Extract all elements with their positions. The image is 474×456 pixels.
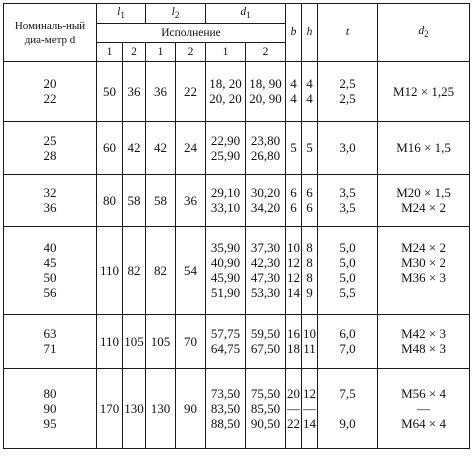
cell-line: 23,80 (250, 132, 281, 148)
table-row (4, 368, 470, 448)
variant-2: 2 (123, 43, 146, 62)
cell-line: 85,50 (250, 400, 281, 416)
cell-l2-1: 42 (146, 121, 176, 175)
cell-d1-1 (206, 121, 246, 175)
cell-h (302, 226, 318, 315)
cell-t (318, 62, 378, 122)
cell-line: M64 × 4 (401, 415, 446, 431)
l2-header: $l_2$ (146, 4, 206, 24)
cell-d (4, 368, 97, 448)
cell-line: 4 (290, 76, 297, 92)
cell-line: 5 (306, 140, 313, 156)
cell-b (286, 226, 302, 315)
cell-b (286, 368, 302, 448)
cell-line: M30 × 2 (401, 255, 446, 271)
cell-line: 73,50 (210, 385, 241, 401)
cell-l1-1: 110 (97, 226, 123, 315)
cell-l1-1: 80 (97, 175, 123, 226)
cell-line: 33,10 (210, 200, 241, 216)
cell-line: 50 (43, 270, 57, 286)
cell-line: 12 (303, 385, 317, 401)
cell-line: 53,30 (250, 285, 281, 301)
cell-d (4, 226, 97, 315)
cell-line: 37,30 (250, 240, 281, 256)
cell-line: 45 (43, 255, 57, 271)
cell-line: 4 (306, 76, 313, 92)
cell-line: 9,0 (339, 415, 356, 431)
cell-l2-2: 70 (176, 315, 206, 369)
cell-line: 20 (43, 76, 57, 92)
cell-l1-2: 82 (123, 226, 146, 315)
l1-header: $l_1$ (97, 4, 146, 24)
cell-l1-2: 42 (123, 121, 146, 175)
variant-4: 2 (176, 43, 206, 62)
cell-l1-1: 50 (97, 62, 123, 122)
cell-line: 6,0 (339, 326, 356, 342)
cell-h (302, 368, 318, 448)
cell-d1-2 (246, 368, 286, 448)
cell-d1-2 (246, 175, 286, 226)
cell-line: 63 (43, 326, 57, 342)
d1-header: $d_1$ (206, 4, 286, 24)
cell-line: 5,0 (339, 240, 356, 256)
cell-line: 40,90 (210, 255, 241, 271)
cell-l2-2: 22 (176, 62, 206, 122)
cell-line: 18, 20 (209, 76, 242, 92)
cell-h (302, 315, 318, 369)
cell-d2 (378, 368, 470, 448)
cell-line: 29,10 (210, 185, 241, 201)
cell-l1-1: 170 (97, 368, 123, 448)
table-row (4, 226, 470, 315)
cell-line: 8 (306, 240, 313, 256)
cell-line: 90 (43, 400, 57, 416)
cell-b (286, 121, 302, 175)
cell-h (302, 62, 318, 122)
cell-line: 64,75 (210, 341, 241, 357)
cell-d1-1 (206, 175, 246, 226)
cell-l2-1: 36 (146, 62, 176, 122)
cell-l1-2: 58 (123, 175, 146, 226)
cell-line: 47,30 (250, 270, 281, 286)
variant-5: 1 (206, 43, 246, 62)
cell-line: M42 × 3 (401, 326, 446, 342)
t-header: t (318, 4, 378, 62)
cell-d (4, 62, 97, 122)
cell-d (4, 175, 97, 226)
cell-line: 40 (43, 240, 57, 256)
cell-line: 18 (287, 341, 301, 357)
cell-line: 22 (287, 415, 301, 431)
cell-l1-1: 110 (97, 315, 123, 369)
nominal-diameter-header: Номиналь-ный диа-метр d (4, 4, 97, 62)
cell-line: 7,5 (339, 385, 356, 401)
cell-t (318, 226, 378, 315)
cell-line: 83,50 (210, 400, 241, 416)
cell-b (286, 62, 302, 122)
cell-line: 25,90 (210, 147, 241, 163)
cell-line: 10 (287, 240, 301, 256)
cell-line: 4 (306, 91, 313, 107)
cell-line: 7,0 (339, 341, 356, 357)
cell-line: 16 (287, 326, 301, 342)
cell-line: 20 (287, 385, 301, 401)
cell-line: M24 × 2 (401, 200, 446, 216)
cell-line: 12 (287, 270, 301, 286)
cell-line: 59,50 (250, 326, 281, 342)
cell-l2-1: 130 (146, 368, 176, 448)
cell-line: 95 (43, 415, 57, 431)
cell-d1-1 (206, 368, 246, 448)
cell-t (318, 175, 378, 226)
cell-line: 88,50 (210, 415, 241, 431)
cell-line: 8 (306, 270, 313, 286)
cell-line: 5,5 (339, 285, 356, 301)
h-header: h (302, 4, 318, 62)
cell-l1-2: 36 (123, 62, 146, 122)
cell-line: 3,5 (339, 200, 356, 216)
cell-line: 6 (290, 200, 297, 216)
cell-line (318, 401, 377, 416)
cell-d2 (378, 121, 470, 175)
cell-line: M36 × 3 (401, 270, 446, 286)
b-header: b (286, 4, 302, 62)
cell-d1-2 (246, 315, 286, 369)
cell-line: M48 × 3 (401, 341, 446, 357)
cell-line: 75,50 (250, 385, 281, 401)
cell-line: 56 (43, 285, 57, 301)
cell-line: 71 (43, 341, 57, 357)
cell-line: 6 (290, 185, 297, 201)
cell-line: 36 (43, 200, 57, 216)
cell-d2 (378, 175, 470, 226)
cell-line: 14 (287, 285, 301, 301)
cell-line: M16 × 1,5 (396, 140, 451, 156)
cell-line: 80 (43, 385, 57, 401)
cell-line: — (287, 400, 301, 416)
cell-line: 32 (43, 185, 57, 201)
cell-t (318, 368, 378, 448)
cell-line (378, 285, 469, 300)
cell-line: 14 (303, 415, 317, 431)
cell-line: 22,90 (210, 132, 241, 148)
cell-b (286, 315, 302, 369)
cell-line: 6 (306, 185, 313, 201)
cell-line: 34,20 (250, 200, 281, 216)
cell-line: 3,5 (339, 185, 356, 201)
cell-t (318, 121, 378, 175)
cell-line: 3,0 (339, 140, 356, 156)
cell-line: 57,75 (210, 326, 241, 342)
cell-b (286, 175, 302, 226)
cell-h (302, 175, 318, 226)
cell-d1-1 (206, 315, 246, 369)
cell-line: 45,90 (210, 270, 241, 286)
cell-line: 35,90 (210, 240, 241, 256)
cell-l1-2: 130 (123, 368, 146, 448)
cell-line: 11 (303, 341, 316, 357)
cell-line: 30,20 (250, 185, 281, 201)
cell-line: 18, 90 (249, 76, 282, 92)
table-row (4, 315, 470, 369)
cell-l1-1: 60 (97, 121, 123, 175)
table-row (4, 121, 470, 175)
cell-line: 2,5 (339, 76, 356, 92)
table-row (4, 62, 470, 122)
cell-line: 20, 90 (249, 91, 282, 107)
cell-line: M20 × 1,5 (396, 185, 451, 201)
cell-line: 4 (290, 91, 297, 107)
cell-l2-2: 90 (176, 368, 206, 448)
cell-line: 28 (43, 147, 57, 163)
cell-line: 8 (306, 255, 313, 271)
cell-line: 5 (290, 140, 297, 156)
cell-line: 20, 20 (209, 91, 242, 107)
cell-line: 6 (306, 200, 313, 216)
cell-line: 22 (43, 91, 57, 107)
cell-line: M56 × 4 (401, 385, 446, 401)
variant-6: 2 (246, 43, 286, 62)
cell-line: 12 (287, 255, 301, 271)
cell-d (4, 121, 97, 175)
cell-line: 10 (303, 326, 317, 342)
cell-d1-1 (206, 62, 246, 122)
cell-line: 67,50 (250, 341, 281, 357)
variant-1: 1 (97, 43, 123, 62)
variant-3: 1 (146, 43, 176, 62)
cell-t (318, 315, 378, 369)
cell-d2 (378, 226, 470, 315)
cell-l2-1: 58 (146, 175, 176, 226)
cell-line: — (417, 400, 431, 416)
cell-l2-1: 105 (146, 315, 176, 369)
dimensions-table (3, 3, 470, 449)
cell-d2 (378, 315, 470, 369)
cell-line: M24 × 2 (401, 240, 446, 256)
cell-line: 5,0 (339, 270, 356, 286)
cell-d1-2 (246, 62, 286, 122)
cell-l2-2: 36 (176, 175, 206, 226)
cell-d2 (378, 62, 470, 122)
cell-l2-2: 54 (176, 226, 206, 315)
cell-line: 90,50 (250, 415, 281, 431)
cell-line: 2,5 (339, 91, 356, 107)
cell-line: — (303, 400, 317, 416)
cell-line: 26,80 (250, 147, 281, 163)
cell-line: M12 × 1,25 (392, 83, 455, 99)
cell-l2-1: 82 (146, 226, 176, 315)
table-row (4, 175, 470, 226)
execution-header: Исполнение (97, 24, 286, 43)
cell-line: 51,90 (210, 285, 241, 301)
cell-d (4, 315, 97, 369)
cell-l2-2: 24 (176, 121, 206, 175)
cell-line: 5,0 (339, 255, 356, 271)
cell-h (302, 121, 318, 175)
cell-l1-2: 105 (123, 315, 146, 369)
d2-header: $d_2$ (378, 4, 470, 62)
cell-d1-1 (206, 226, 246, 315)
cell-line: 42,30 (250, 255, 281, 271)
cell-d1-2 (246, 226, 286, 315)
cell-line: 9 (306, 285, 313, 301)
cell-d1-2 (246, 121, 286, 175)
cell-line: 25 (43, 132, 57, 148)
